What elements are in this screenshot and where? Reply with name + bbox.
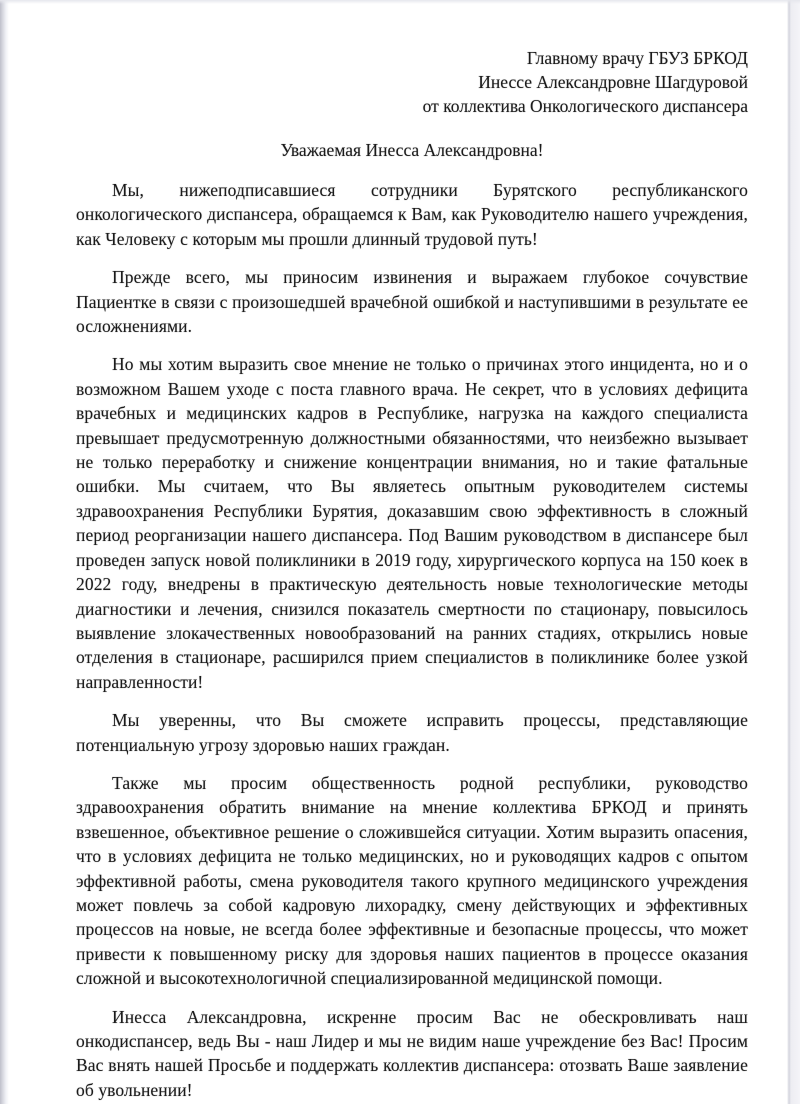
paragraph-4: Мы уверенны, что Вы сможете исправить процессы, представляющие потенциальную угрозу здоровью наших граждан. [76, 710, 748, 755]
paragraph-3: Но мы хотим выразить свое мнение не только о причинах этого инцидента, но и о возможном Вашем уходе с поста главного врача. Не секрет, что в условиях дефицита врачебных и медицинских кадров в Республике, нагрузка на каждого специалиста превышает предусмотренную должностными обязанностями, что неизбежно вызывает не только переработку и снижение концентрации внимания, но и такие фатальные ошибки. Мы считаем, что Вы являетесь опытным руководителем системы здравоохранения Республики Бурятия, доказавшим свою эффективность в сложный период реорганизации нашего диспансера. Под Вашим руководством в диспансере был проведен запуск новой поликлиники в 2019 году, хирургического корпуса на 150 коек в 2022 году, внедрены в практическую деятельность новые технологические методы диагностики и лечения, снизился показатель смертности по стационару, повысилось выявление злокачественных новообразований на ранних стадиях, открылись новые отделения в стационаре, расширился прием специалистов в поликлинике более узкой направленности! [76, 354, 748, 692]
recipient-block [76, 46, 748, 118]
recipient-line-1: Главному врачу ГБУЗ БРКОД [526, 48, 748, 68]
paragraph-6: Инесса Александровна, искренне просим Вас не обескровливать наш онкодиспансер, ведь Вы - наш Лидер и мы не видим наше учреждение без Вас! Просим Вас внять нашей Просьбе и поддержать коллектив диспансера: отозвать Ваше заявление об увольнении! [76, 1006, 748, 1100]
recipient-line-2: Инессе Александровне Шагдуровой [478, 72, 748, 92]
photo-edge-top [0, 0, 800, 4]
paragraph-5: Также мы просим общественность родной республики, руководство здравоохранения обратить внимание на мнение коллектива БРКОД и принять взвешенное, объективное решение о сложившейся ситуации. Хотим выразить опасения, что в условиях дефицита не только медицинских, но и руководящих кадров с опытом эффективной работы, смена руководителя такого крупного медицинского учреждения может повлечь за собой кадровую лихорадку, смену действующих и эффективных процессов на новые, не всегда более эффективные и безопасные процессы, что может привести к повышенному риску для здоровья наших пациентов в процессе оказания сложной и высокотехнологичной специализированной медицинской помощи. [76, 772, 748, 989]
recipient-line-3: от коллектива Онкологического диспансера [422, 96, 748, 116]
paragraph-2: Прежде всего, мы приносим извинения и выражаем глубокое сочувствие Пациентке в связи с произошедшей врачебной ошибкой и наступившими в результате ее осложнениями. [76, 267, 748, 337]
photo-edge-right [787, 0, 800, 1104]
photo-edge-left [0, 0, 9, 1104]
letter-body [76, 178, 748, 1102]
paragraph-1: Мы, нижеподписавшиеся сотрудники Бурятского республиканского онкологического диспансера, обращаемся к Вам, как Руководителю нашего учреждения, как Человеку с которым мы прошли длинный трудовой путь! [76, 180, 748, 249]
salutation: Уважаемая Инесса Александровна! [280, 140, 544, 160]
